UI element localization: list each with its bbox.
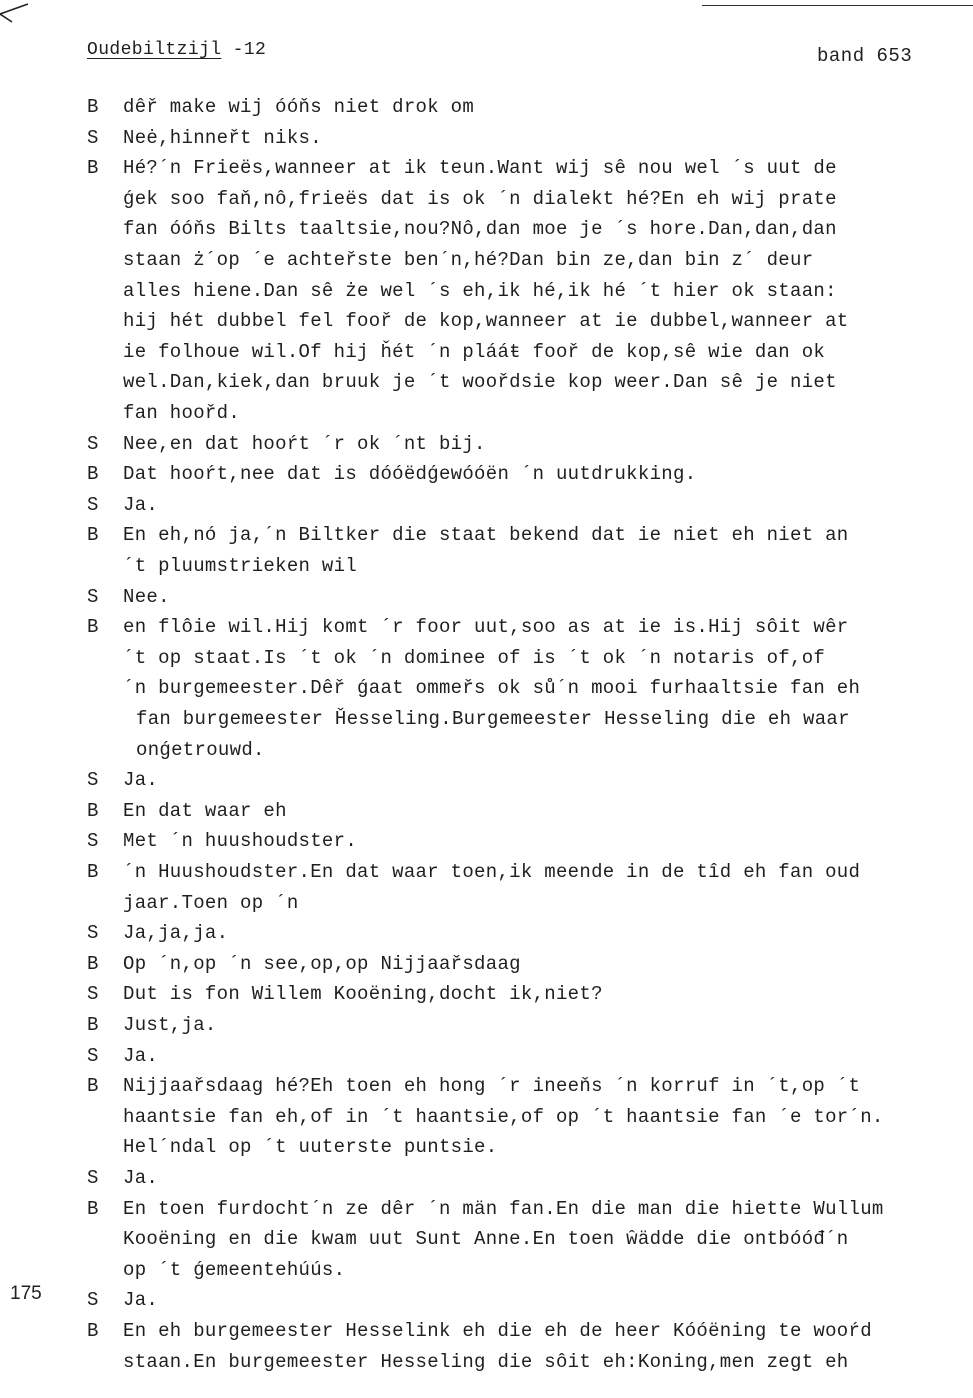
line-text: staan ż´op ´e achteřste ben´n,hé?Dan bin ze,dan bin z´ deur xyxy=(123,249,814,271)
line-text: hij hét dubbel fel fooř de kop,wanneer at ie dubbel,wanneer at xyxy=(123,310,849,333)
speaker-label: S xyxy=(87,922,99,945)
speaker-label: S xyxy=(87,769,99,792)
line-text: fan hoořd. xyxy=(123,402,241,424)
line-text: Dat hooŕt,nee dat is dóóëdǵewóóën ´n uutdrukking. xyxy=(123,463,697,486)
line-text: jaar.Toen op ´n xyxy=(123,891,299,914)
line-text: En dat waar eh xyxy=(123,799,287,822)
line-text: ie folhoue wil.Of hij ȟét ´n plááŧ fooř de kop,sê wie dan ok xyxy=(123,340,826,363)
speaker-label: S xyxy=(87,1289,99,1312)
line-text: Neė,hinneřt niks. xyxy=(123,126,322,149)
line-text: Ja. xyxy=(123,1167,159,1189)
speaker-label: S xyxy=(87,585,99,608)
line-text: Ja. xyxy=(123,493,159,516)
line-text: Nee. xyxy=(123,585,170,608)
line-text: En eh,nó ja,´n Biltker die staat bekend dat ie niet eh niet an xyxy=(123,524,849,547)
speaker-label: S xyxy=(87,983,99,1006)
speaker-label: B xyxy=(87,1075,99,1098)
line-text: Ja. xyxy=(123,1044,159,1067)
speaker-label: S xyxy=(87,493,99,516)
speaker-label: S xyxy=(87,1044,99,1067)
line-text: Nijjaařsdaag hé?Eh toen eh hong ´r ineeňs ´n korruf in ´t,op ´t xyxy=(123,1075,861,1098)
line-text: Met ´n huushoudster. xyxy=(123,830,358,853)
line-text: ´n Huushoudster.En dat waar toen,ik meende in de tîd eh fan oud xyxy=(123,861,861,883)
line-text: wel.Dan,kiek,dan bruuk je ´t woořdsie kop weer.Dan sê je niet xyxy=(123,371,837,394)
speaker-label: S xyxy=(87,830,99,853)
line-text: Hel´ndal op ´t uuterste puntsie. xyxy=(123,1136,498,1159)
speaker-label: B xyxy=(87,952,99,975)
corner-check-mark xyxy=(0,0,40,40)
header-band: band 653 xyxy=(817,45,913,67)
line-text: Ja. xyxy=(123,1289,159,1312)
page-header-left xyxy=(87,40,266,60)
speaker-label: B xyxy=(87,616,99,639)
header-place: Oudebiltzijl xyxy=(87,40,222,60)
margin-line-number: 175 xyxy=(10,1283,42,1304)
line-text: ǵek soo faň,nô,frieës dat is ok ´n dialekt hé?En eh wij prate xyxy=(123,187,837,210)
line-text: Ja. xyxy=(123,769,159,792)
speaker-label: B xyxy=(87,524,99,547)
line-text: ´n burgemeester.Dêř ǵaat ommeřs ok sů´n mooi furhaaltsie fan eh xyxy=(123,677,861,700)
line-text: Ja,ja,ja. xyxy=(123,922,229,945)
line-text: Hé?´n Frieës,wanneer at ik teun.Want wij sê nou wel ´s uut de xyxy=(123,157,837,180)
line-text: ´t pluumstrieken wil xyxy=(123,555,358,577)
line-text: en flôie wil.Hij komt ´r foor uut,soo as at ie is.Hij sôit wêr xyxy=(123,616,849,639)
line-text: ´t op staat.Is ´t ok ´n dominee of is ´t ok ´n notaris of,of xyxy=(123,646,826,669)
line-text: op ´t ǵemeentehúús. xyxy=(123,1258,346,1281)
line-text: Just,ja. xyxy=(123,1014,217,1036)
line-text: onǵetrouwd. xyxy=(136,738,265,761)
speaker-label: B xyxy=(87,1320,99,1342)
speaker-label: B xyxy=(87,861,99,883)
speaker-label: B xyxy=(87,1197,99,1220)
line-text: alles hiene.Dan sê że wel ´s eh,ik hé,ik hé ´t hier ok staan: xyxy=(123,279,837,302)
line-text: Kooëning en die kwam uut Sunt Anne.En toen ŵädde die ontbóóđ´n xyxy=(123,1228,849,1251)
line-text: dêř make wij óóňs niet drok om xyxy=(123,96,475,118)
line-text: fan óóňs Bilts taaltsie,nou?Nô,dan moe je ´s hore.Dan,dan,dan xyxy=(123,218,837,241)
line-text: staan.En burgemeester Hesseling die sôit eh:Koning,men zegt eh xyxy=(123,1350,849,1373)
line-text: En eh burgemeester Hesselink eh die eh de heer Kóóëning te wooŕd xyxy=(123,1320,872,1342)
line-text: haantsie fan eh,of in ´t haantsie,of op ´t haantsie fan ´e tor´n. xyxy=(123,1105,884,1128)
speaker-label: B xyxy=(87,1014,99,1036)
speaker-label: B xyxy=(87,96,99,118)
line-text: En toen furdocht´n ze dêr ´n män fan.En die man die hiette Wullum xyxy=(123,1197,884,1220)
line-text: Dut is fon Willem Kooëning,docht ik,niet? xyxy=(123,983,603,1006)
speaker-label: B xyxy=(87,799,99,822)
top-rule-line xyxy=(702,5,973,6)
speaker-label: S xyxy=(87,432,99,455)
speaker-label: S xyxy=(87,126,99,149)
speaker-label: B xyxy=(87,463,99,486)
line-text: fan burgemeester Ȟesseling.Burgemeester Hesseling die eh waar xyxy=(136,708,850,730)
line-text: Op ´n,op ´n see,op,op Nijjaařsdaag xyxy=(123,952,521,975)
speaker-label: S xyxy=(87,1167,99,1189)
header-page-number: -12 xyxy=(232,40,267,60)
speaker-label: B xyxy=(87,157,99,180)
line-text: Nee,en dat hooŕt ´r ok ´nt bij. xyxy=(123,432,486,455)
